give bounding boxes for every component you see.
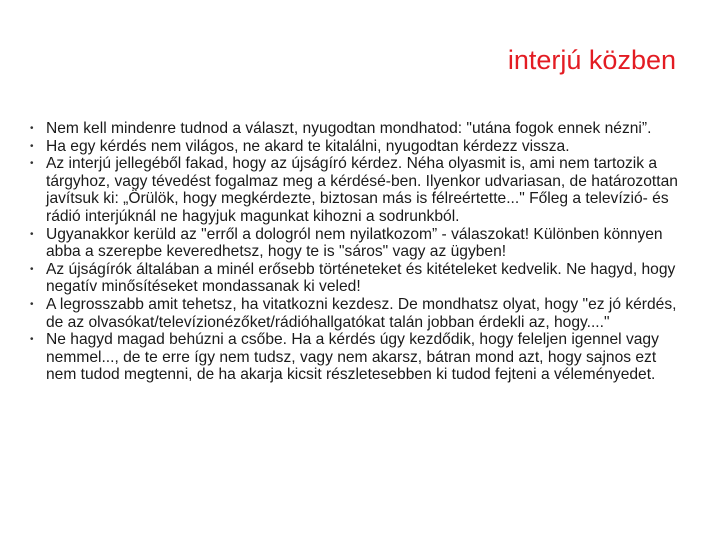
bullet-text: A legrosszabb amit tehetsz, ha vitatkozni kezdesz. De mondhatsz olyat, hogy "ez jó kérdés, de az olvasókat/televízionézőket/rádióhallgatókat talán jobban érdekli az, hogy...." xyxy=(46,295,677,331)
bullet-text: Ha egy kérdés nem világos, ne akard te kitalálni, nyugodtan kérdezz vissza. xyxy=(46,137,570,155)
bullet-item xyxy=(30,138,690,156)
bullet-list xyxy=(30,120,690,384)
bullet-dot: • xyxy=(30,228,34,240)
bullet-text: Az interjú jellegéből fakad, hogy az újságíró kérdez. Néha olyasmit is, ami nem tartozik a tárgyhoz, vagy tévedést fogalmaz meg a kérdésé-ben. Ilyenkor udvariasan, de határozottan javítsuk ki: „Örülök, hogy megkérdezte, biztosan más is félreértette..." Főleg a televízió- és rádió interjúknál ne hagyjuk magunkat kihozni a sodrunkból. xyxy=(46,155,678,225)
bullet-item xyxy=(30,226,690,261)
bullet-text: Ugyanakkor kerüld az "erről a dologról nem nyilatkozom” - válaszokat! Különben könnyen abba a szerepbe keveredhetsz, hogy te is "sáros" vagy az ügyben! xyxy=(46,225,663,261)
bullet-dot: • xyxy=(30,123,34,134)
bullet-item xyxy=(30,296,690,331)
bullet-item xyxy=(30,155,690,225)
bullet-text: Ne hagyd magad behúzni a csőbe. Ha a kérdés úgy kezdődik, hogy feleljen igennel vagy nemmel..., de te erre így nem tudsz, vagy nem akarsz, bátran mond azt, hogy sajnos ezt nem tudod megtenni, de ha akarja kicsit részletesebben ki tudod fejteni a véleményedet. xyxy=(46,331,659,384)
bullet-dot: • xyxy=(30,334,34,346)
bullet-item xyxy=(30,120,690,138)
bullet-item xyxy=(30,261,690,296)
bullet-text: Nem kell mindenre tudnod a választ, nyugodtan mondhatod: "utána fogok ennek nézni”. xyxy=(46,120,652,137)
bullet-dot: • xyxy=(30,263,34,275)
slide-title: interjú közben xyxy=(507,45,676,75)
bullet-dot: • xyxy=(30,140,34,152)
bullet-item xyxy=(30,331,690,384)
bullet-dot: • xyxy=(30,158,34,170)
bullet-text: Az újságírók általában a minél erősebb történeteket és kitételeket kedvelik. Ne hagyd, hogy negatív minősítéseket mondassanak ki veled! xyxy=(46,260,676,296)
bullet-dot: • xyxy=(30,298,34,310)
